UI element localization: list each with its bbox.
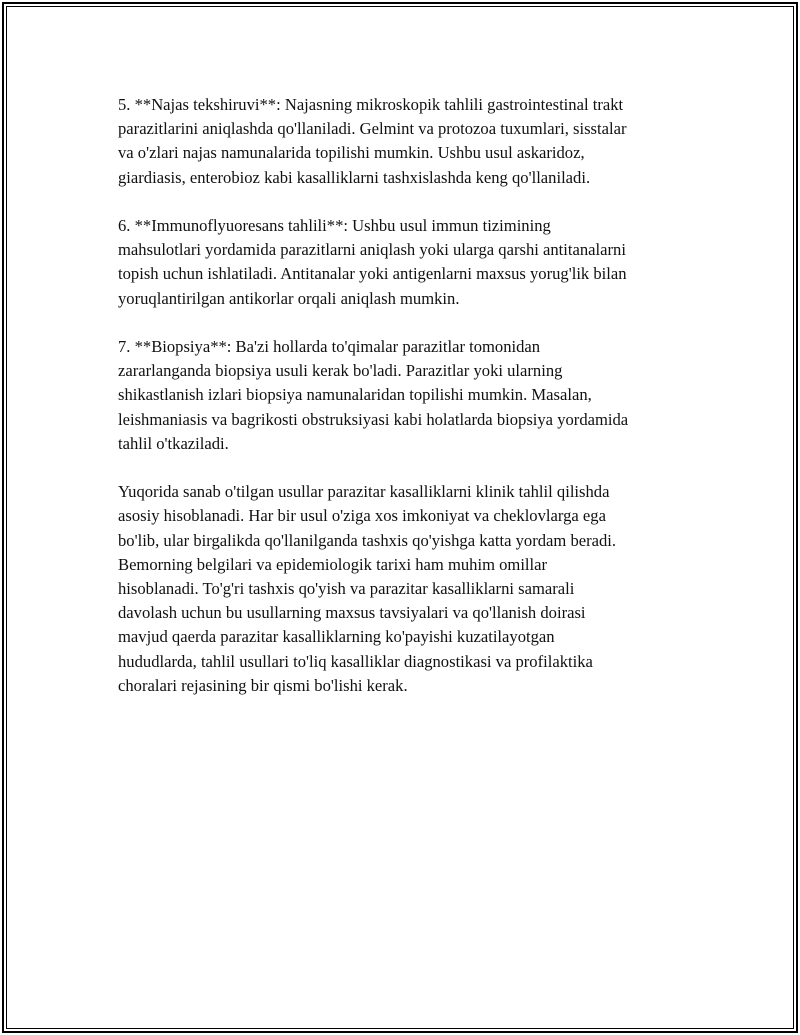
document-body bbox=[118, 93, 690, 722]
paragraph-biopsiya: 7. **Biopsiya**: Ba'zi hollarda to'qimalar parazitlar tomonidan zararlanganda biopsiya usuli kerak bo'ladi. Parazitlar yoki ularning shikastlanish izlari biopsiya namunalaridan topilishi mumkin. Masalan, leishmaniasis va bagrikosti obstruksiyasi kabi holatlarda biopsiya yordamida tahlil o'tkaziladi. bbox=[118, 337, 629, 453]
paragraph-immunoflyuoresans-tahlili: 6. **Immunoflyuoresans tahlili**: Ushbu usul immun tizimining mahsulotlari yordamida parazitlarni aniqlash yoki ularga qarshi antitanalarni topish uchun ishlatiladi. Antitanalar yoki antigenlarni maxsus yorug'lik bilan yoruqlantirilgan antikorlar orqali aniqlash mumkin. bbox=[118, 216, 627, 308]
paragraph-najas-tekshiruvi: 5. **Najas tekshiruvi**: Najasning mikroskopik tahlili gastrointestinal trakt parazitlarini aniqlashda qo'llaniladi. Gelmint va protozoa tuxumlari, sisstalar va o'zlari najas namunalarida topilishi mumkin. Ushbu usul askaridoz, giardiasis, enterobioz kabi kasalliklarni tashxislashda keng qo'llaniladi. bbox=[118, 95, 627, 187]
paragraph-conclusion: Yuqorida sanab o'tilgan usullar parazitar kasalliklarni klinik tahlil qilishda asosiy hisoblanadi. Har bir usul o'ziga xos imkoniyat va cheklovlarga ega bo'lib, ular birgalikda qo'llanilganda tashxis qo'yishga katta yordam beradi. Bemorning belgilari va epidemiologik tarixi ham muhim omillar hisoblanadi. To'g'ri tashxis qo'yish va parazitar kasalliklarni samarali davolash uchun bu usullarning maxsus tavsiyalari va qo'llanish doirasi mavjud qaerda parazitar kasalliklarning ko'payishi kuzatilayotgan hududlarda, tahlil usullari to'liq kasalliklar diagnostikasi va profilaktika choralari rejasining bir qismi bo'lishi kerak. bbox=[118, 482, 617, 695]
